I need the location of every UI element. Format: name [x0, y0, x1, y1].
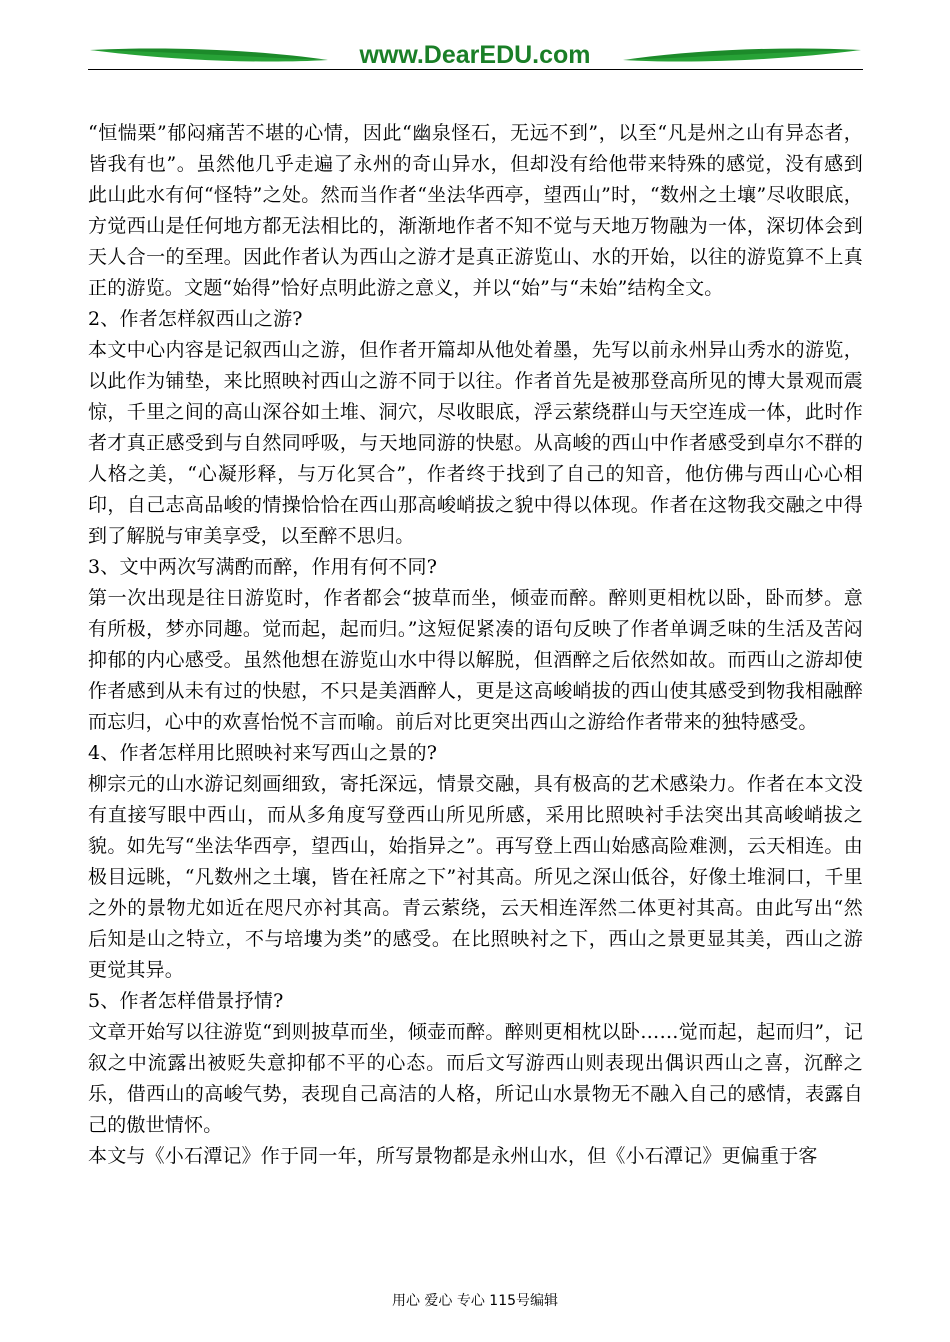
- question-heading: 4、作者怎样用比照映衬来写西山之景的?: [88, 742, 438, 764]
- paragraph: 第一次出现是往日游览时，作者都会“披草而坐，倾壶而醉。醉则更相枕以卧，卧而梦。意有所极，梦亦同趣。觉而起，起而归。”这短促紧凑的语句反映了作者单调乏味的生活及苦闷抑郁的内心感受。虽然他想在游览山水中得以解脱，但酒醉之后依然如故。而西山之游却使作者感到从未有过的快慰，不只是美酒醉人，更是这高峻峭拔的西山使其感受到物我相融醉而忘归，心中的欢喜怡悦不言而喻。前后对比更突出西山之游给作者带来的独特感受。: [88, 587, 863, 733]
- question-heading: 2、作者怎样叙西山之游?: [88, 308, 303, 330]
- page-header: [88, 36, 863, 72]
- header-rule: [88, 69, 863, 70]
- paragraph: 柳宗元的山水游记刻画细致，寄托深远，情景交融，具有极高的艺术感染力。作者在本文没有直接写眼中西山，而从多角度写登西山所见所感，采用比照映衬手法突出其高峻峭拔之貌。如先写“坐法华西亭，望西山，始指异之”。再写登上西山始感高险难测，云天相连。由极目远眺，“凡数州之土壤，皆在衽席之下”衬其高。所见之深山低谷，好像土堆洞口，千里之外的景物尤如近在咫尺亦衬其高。青云萦绕，云天相连浑然二体更衬其高。由此写出“然后知是山之特立，不与培塿为类”的感受。在比照映衬之下，西山之景更显其美，西山之游更觉其异。: [88, 773, 863, 981]
- document-body: [88, 118, 863, 1172]
- question-heading: 3、文中两次写满酌而醉，作用有何不同?: [88, 556, 438, 578]
- question-heading: 5、作者怎样借景抒情?: [88, 990, 284, 1012]
- paragraph: 本文与《小石潭记》作于同一年，所写景物都是永州山水，但《小石潭记》更偏重于客: [88, 1145, 818, 1167]
- paragraph: 文章开始写以往游览“到则披草而坐，倾壶而醉。醉则更相枕以卧……觉而起，起而归”，记叙之中流露出被贬失意抑郁不平的心态。而后文写游西山则表现出偶识西山之喜，沉醉之乐，借西山的高峻气势，表现自己高洁的人格，所记山水景物无不融入自己的感情，表露自己的傲世情怀。: [88, 1021, 863, 1136]
- paragraph: 本文中心内容是记叙西山之游，但作者开篇却从他处着墨，先写以前永州异山秀水的游览，以此作为铺垫，来比照映衬西山之游不同于以往。作者首先是被那登高所见的博大景观而震惊，千里之间的高山深谷如土堆、洞穴，尽收眼底，浮云萦绕群山与天空连成一体，此时作者才真正感受到与自然同呼吸，与天地同游的快慰。从高峻的西山中作者感受到卓尔不群的人格之美，“心凝形释，与万化冥合”，作者终于找到了自己的知音，他仿佛与西山心心相印，自己志高品峻的情操恰恰在西山那高峻峭拔之貌中得以体现。作者在这物我交融之中得到了解脱与审美享受，以至醉不思归。: [88, 339, 863, 547]
- paragraph: “恒惴栗”郁闷痛苦不堪的心情，因此“幽泉怪石，无远不到”，以至“凡是州之山有异态者，皆我有也”。虽然他几乎走遍了永州的奇山异水，但却没有给他带来特殊的感觉，没有感到此山此水有何“怪特”之处。然而当作者“坐法华西亭，望西山”时，“数州之土壤”尽收眼底，方觉西山是任何地方都无法相比的，渐渐地作者不知不觉与天地万物融为一体，深切体会到天人合一的至理。因此作者认为西山之游才是真正游览山、水的开始，以往的游览算不上真正的游览。文题“始得”恰好点明此游之意义，并以“始”与“未始”结构全文。: [88, 122, 863, 299]
- dearedu-logo-banner: [88, 36, 863, 72]
- page-footer: 用心 爱心 专心 115号编辑: [391, 1293, 559, 1309]
- site-url: www.DearEDU.com: [359, 41, 591, 69]
